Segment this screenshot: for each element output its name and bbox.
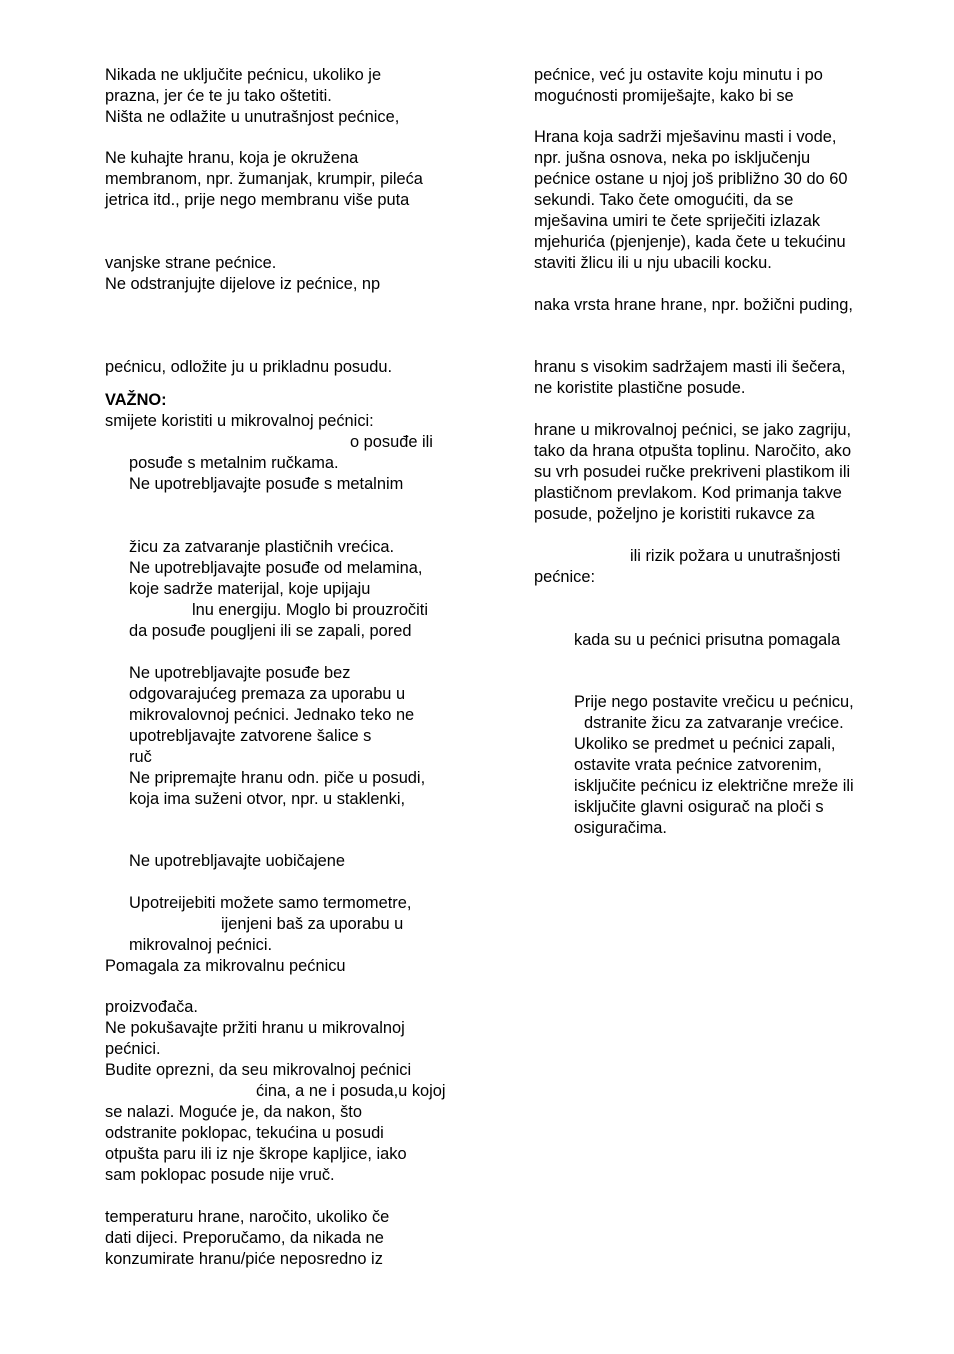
text-line: mikrovalovnoj pećnici. Jednako teko ne [129,706,415,724]
text-line: Pomagala za mikrovalnu pećnicu [105,957,346,975]
text-line: Budite oprezni, da seu mikrovalnoj pećnici [105,1061,412,1079]
text-line: Hrana koja sadrži mješavinu masti i vode, [534,128,837,146]
text-line: Upotreijebiti možete samo termometre, [129,894,412,912]
text-line: ijenjeni baš za uporabu u [221,915,404,933]
text-line: proizvođača. [105,998,198,1016]
text-line: smijete koristiti u mikrovalnoj pećnici: [105,412,374,430]
text-line: o posuđe ili [350,433,433,451]
text-line: Nikada ne uključite pećnicu, ukoliko je [105,66,382,84]
text-line: dstranite žicu za zatvaranje vrećice. [584,714,844,732]
text-line: sekundi. Tako čete omogućiti, da se [534,191,794,209]
text-line: posude, poželjno je koristiti rukavce za [534,505,815,523]
text-line: naka vrsta hrane hrane, npr. božični puding, [534,296,853,314]
text-line: pećnice, već ju ostavite koju minutu i po [534,66,823,84]
text-line: da posuđe pougljeni ili se zapali, pored [129,622,412,640]
text-line: prazna, jer će te ju tako oštetiti. [105,87,332,105]
text-line: Ne upotrebljavajte posuđe od melamina, [129,559,423,577]
text-line: lnu energiju. Moglo bi prouzročiti [192,601,428,619]
text-line: otpušta paru ili iz nje škrope kapljice, iako [105,1145,407,1163]
text-line: Ne upotrebljavajte posuđe bez [129,664,351,682]
text-line: Ne kuhajte hranu, koja je okružena [105,149,359,167]
text-line: koje sadrže materijal, koje upijaju [129,580,371,598]
text-line: upotrebljavajte zatvorene šalice s [129,727,372,745]
text-line: mikrovalnoj pećnici. [129,936,273,954]
text-line: koja ima suženi otvor, npr. u staklenki, [129,790,406,808]
text-line: kada su u pećnici prisutna pomagala [574,631,841,649]
text-line: mjehurića (pjenjenje), kada čete u tekućinu [534,233,846,251]
text-line: isključite glavni osigurač na ploči s [574,798,824,816]
section-heading: VAŽNO: [105,391,167,409]
text-line: dati dijeci. Preporučamo, da nikada ne [105,1229,384,1247]
text-line: pećnici. [105,1040,161,1058]
text-line: staviti žlicu ili u nju ubacili kocku. [534,254,772,272]
text-line: sam poklopac posude nije vruč. [105,1166,335,1184]
text-line: posuđe s metalnim ručkama. [129,454,339,472]
text-line: pećnice: [534,568,596,586]
text-line: pećnicu, odložite ju u prikladnu posudu. [105,358,393,376]
text-line: konzumirate hranu/piće neposredno iz [105,1250,383,1268]
text-line: mogućnosti promiješajte, kako bi se [534,87,794,105]
text-line: Ne pokušavajte pržiti hranu u mikrovalnoj [105,1019,405,1037]
text-line: Ne odstranjujte dijelove iz pećnice, np [105,275,381,293]
text-line: jetrica itd., prije nego membranu više puta [105,191,410,209]
text-line: Ne upotrebljavajte posuđe s metalnim [129,475,404,493]
text-line: plastičnom prevlakom. Kod primanja takve [534,484,842,502]
text-line: Ukoliko se predmet u pećnici zapali, [574,735,836,753]
text-line: tako da hrana otpušta toplinu. Naročito, ako [534,442,852,460]
text-line: hrane u mikrovalnoj pećnici, se jako zagriju, [534,421,852,439]
text-line: hranu s visokim sadržajem masti ili šečera, [534,358,846,376]
text-line: temperaturu hrane, naročito, ukoliko če [105,1208,390,1226]
text-line: žicu za zatvaranje plastičnih vrećica. [129,538,395,556]
text-line: npr. jušna osnova, neka po isključenju [534,149,811,167]
text-line: odgovarajućeg premaza za uporabu u [129,685,406,703]
text-line: osiguračima. [574,819,667,837]
text-line: ćina, a ne i posuda,u kojoj [256,1082,446,1100]
text-line: vanjske strane pećnice. [105,254,277,272]
text-line: membranom, npr. žumanjak, krumpir, pileća [105,170,423,188]
text-line: odstranite poklopac, tekućina u posudi [105,1124,384,1142]
text-line: Ništa ne odlažite u unutrašnjost pećnice, [105,108,400,126]
text-line: ostavite vrata pećnice zatvorenim, [574,756,822,774]
text-line: se nalazi. Moguće je, da nakon, što [105,1103,362,1121]
text-line: Prije nego postavite vrečicu u pećnicu, [574,693,854,711]
text-line: mješavina umiri te čete spriječiti izlazak [534,212,821,230]
text-line: ne koristite plastične posude. [534,379,746,397]
text-line: ruč [129,748,152,766]
text-line: su vrh posudei ručke prekriveni plastikom ili [534,463,851,481]
text-line: Ne pripremajte hranu odn. piče u posudi, [129,769,426,787]
text-line: isključite pećnicu iz električne mreže ili [574,777,854,795]
text-line: ili rizik požara u unutrašnjosti [630,547,841,565]
text-line: pećnice ostane u njoj još približno 30 do 60 [534,170,848,188]
text-line: Ne upotrebljavajte uobičajene [129,852,345,870]
